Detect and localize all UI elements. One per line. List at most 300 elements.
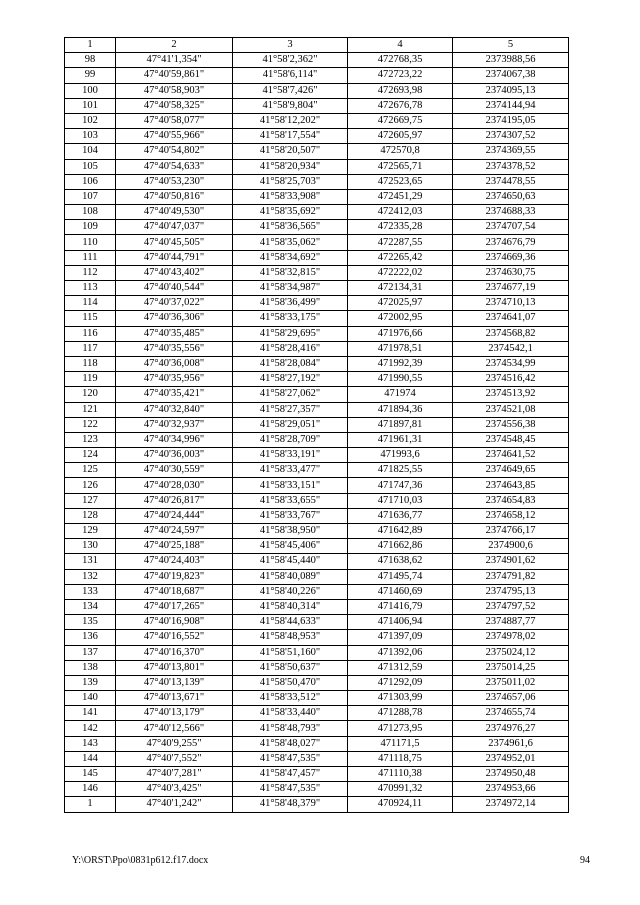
y-coordinate-cell: 2374649,65: [453, 463, 569, 478]
x-coordinate-cell: 472693,98: [348, 83, 453, 98]
latitude-cell: 47°40'55,966": [116, 129, 233, 144]
x-coordinate-cell: 470924,11: [348, 797, 453, 812]
longitude-cell: 41°58'6,114": [233, 68, 348, 83]
x-coordinate-cell: 471894,36: [348, 402, 453, 417]
point-number-cell: 118: [65, 356, 116, 371]
y-coordinate-cell: 2374669,36: [453, 250, 569, 265]
latitude-cell: 47°40'18,687": [116, 584, 233, 599]
point-number-cell: 103: [65, 129, 116, 144]
latitude-cell: 47°40'13,801": [116, 660, 233, 675]
x-coordinate-cell: 472565,71: [348, 159, 453, 174]
table-row: [65, 615, 569, 630]
latitude-cell: 47°40'35,956": [116, 372, 233, 387]
latitude-cell: 47°40'24,444": [116, 508, 233, 523]
x-coordinate-cell: 471273,95: [348, 721, 453, 736]
longitude-cell: 41°58'2,362": [233, 53, 348, 68]
point-number-cell: 129: [65, 524, 116, 539]
x-coordinate-cell: 471978,51: [348, 341, 453, 356]
y-coordinate-cell: 2375024,12: [453, 645, 569, 660]
longitude-cell: 41°58'17,554": [233, 129, 348, 144]
x-coordinate-cell: 472412,03: [348, 205, 453, 220]
y-coordinate-cell: 2374688,33: [453, 205, 569, 220]
latitude-cell: 47°40'1,242": [116, 797, 233, 812]
longitude-cell: 41°58'47,457": [233, 767, 348, 782]
table-row: [65, 660, 569, 675]
point-number-cell: 144: [65, 751, 116, 766]
header-cell-1: 1: [65, 38, 116, 53]
table-row: [65, 767, 569, 782]
point-number-cell: 119: [65, 372, 116, 387]
longitude-cell: 41°58'40,314": [233, 599, 348, 614]
x-coordinate-cell: 471662,86: [348, 539, 453, 554]
x-coordinate-cell: 472134,31: [348, 281, 453, 296]
table-row: [65, 691, 569, 706]
table-row: [65, 159, 569, 174]
point-number-cell: 111: [65, 250, 116, 265]
latitude-cell: 47°40'19,823": [116, 569, 233, 584]
latitude-cell: 47°40'58,325": [116, 98, 233, 113]
x-coordinate-cell: 471638,62: [348, 554, 453, 569]
latitude-cell: 47°40'9,255": [116, 736, 233, 751]
x-coordinate-cell: 471993,6: [348, 448, 453, 463]
longitude-cell: 41°58'40,089": [233, 569, 348, 584]
x-coordinate-cell: 471642,89: [348, 524, 453, 539]
header-cell-3: 3: [233, 38, 348, 53]
point-number-cell: 120: [65, 387, 116, 402]
point-number-cell: 108: [65, 205, 116, 220]
table-row: [65, 326, 569, 341]
x-coordinate-cell: 471710,03: [348, 493, 453, 508]
point-number-cell: 121: [65, 402, 116, 417]
y-coordinate-cell: 2374542,1: [453, 341, 569, 356]
longitude-cell: 41°58'48,793": [233, 721, 348, 736]
table-row: [65, 144, 569, 159]
table-row: [65, 599, 569, 614]
table-row: [65, 174, 569, 189]
point-number-cell: 112: [65, 265, 116, 280]
longitude-cell: 41°58'45,440": [233, 554, 348, 569]
page-number: 94: [580, 855, 590, 866]
point-number-cell: 114: [65, 296, 116, 311]
table-row: [65, 189, 569, 204]
x-coordinate-cell: 472265,42: [348, 250, 453, 265]
y-coordinate-cell: 2374658,12: [453, 508, 569, 523]
point-number-cell: 141: [65, 706, 116, 721]
table-row: [65, 341, 569, 356]
point-number-cell: 138: [65, 660, 116, 675]
x-coordinate-cell: 471110,38: [348, 767, 453, 782]
x-coordinate-cell: 471288,78: [348, 706, 453, 721]
table-row: [65, 53, 569, 68]
point-number-cell: 127: [65, 493, 116, 508]
table-row: [65, 432, 569, 447]
table-row: [65, 463, 569, 478]
y-coordinate-cell: 2374630,75: [453, 265, 569, 280]
table-row: [65, 569, 569, 584]
y-coordinate-cell: 2374369,55: [453, 144, 569, 159]
y-coordinate-cell: 2374953,66: [453, 782, 569, 797]
y-coordinate-cell: 2374095,13: [453, 83, 569, 98]
x-coordinate-cell: 471312,59: [348, 660, 453, 675]
longitude-cell: 41°58'36,499": [233, 296, 348, 311]
longitude-cell: 41°58'35,062": [233, 235, 348, 250]
page-footer: [72, 855, 590, 866]
point-number-cell: 133: [65, 584, 116, 599]
table-row: [65, 129, 569, 144]
x-coordinate-cell: 472025,97: [348, 296, 453, 311]
point-number-cell: 104: [65, 144, 116, 159]
point-number-cell: 102: [65, 113, 116, 128]
table-row: [65, 98, 569, 113]
latitude-cell: 47°40'36,003": [116, 448, 233, 463]
table-row: [65, 645, 569, 660]
table-row: [65, 235, 569, 250]
longitude-cell: 41°58'34,987": [233, 281, 348, 296]
point-number-cell: 128: [65, 508, 116, 523]
table-row: [65, 356, 569, 371]
longitude-cell: 41°58'36,565": [233, 220, 348, 235]
longitude-cell: 41°58'33,151": [233, 478, 348, 493]
point-number-cell: 143: [65, 736, 116, 751]
table-row: [65, 721, 569, 736]
table-row: [65, 736, 569, 751]
table-row: [65, 250, 569, 265]
longitude-cell: 41°58'48,953": [233, 630, 348, 645]
table-row: [65, 630, 569, 645]
y-coordinate-cell: 2374976,27: [453, 721, 569, 736]
latitude-cell: 47°40'47,037": [116, 220, 233, 235]
table-header: [65, 38, 569, 53]
longitude-cell: 41°58'48,027": [233, 736, 348, 751]
latitude-cell: 47°40'35,485": [116, 326, 233, 341]
x-coordinate-cell: 471118,75: [348, 751, 453, 766]
y-coordinate-cell: 2374654,83: [453, 493, 569, 508]
table-row: [65, 402, 569, 417]
latitude-cell: 47°40'16,908": [116, 615, 233, 630]
x-coordinate-cell: 471303,99: [348, 691, 453, 706]
longitude-cell: 41°58'20,934": [233, 159, 348, 174]
longitude-cell: 41°58'35,692": [233, 205, 348, 220]
latitude-cell: 47°40'12,566": [116, 721, 233, 736]
table-row: [65, 751, 569, 766]
y-coordinate-cell: 2374797,52: [453, 599, 569, 614]
point-number-cell: 125: [65, 463, 116, 478]
latitude-cell: 47°40'25,188": [116, 539, 233, 554]
point-number-cell: 1: [65, 797, 116, 812]
longitude-cell: 41°58'50,470": [233, 675, 348, 690]
x-coordinate-cell: 471495,74: [348, 569, 453, 584]
x-coordinate-cell: 471460,69: [348, 584, 453, 599]
x-coordinate-cell: 471825,55: [348, 463, 453, 478]
point-number-cell: 124: [65, 448, 116, 463]
latitude-cell: 47°40'43,402": [116, 265, 233, 280]
x-coordinate-cell: 472723,22: [348, 68, 453, 83]
table-row: [65, 113, 569, 128]
y-coordinate-cell: 2374548,45: [453, 432, 569, 447]
longitude-cell: 41°58'38,950": [233, 524, 348, 539]
longitude-cell: 41°58'27,357": [233, 402, 348, 417]
x-coordinate-cell: 472451,29: [348, 189, 453, 204]
table-row: [65, 205, 569, 220]
y-coordinate-cell: 2374516,42: [453, 372, 569, 387]
x-coordinate-cell: 472605,97: [348, 129, 453, 144]
point-number-cell: 117: [65, 341, 116, 356]
longitude-cell: 41°58'12,202": [233, 113, 348, 128]
longitude-cell: 41°58'51,160": [233, 645, 348, 660]
file-path: Y:\ORST\Ppo\0831p612.f17.docx: [72, 855, 209, 866]
table-body: [65, 53, 569, 812]
longitude-cell: 41°58'20,507": [233, 144, 348, 159]
table-row: [65, 539, 569, 554]
x-coordinate-cell: 472676,78: [348, 98, 453, 113]
latitude-cell: 47°40'28,030": [116, 478, 233, 493]
x-coordinate-cell: 471406,94: [348, 615, 453, 630]
y-coordinate-cell: 2374568,82: [453, 326, 569, 341]
point-number-cell: 132: [65, 569, 116, 584]
y-coordinate-cell: 2374961,6: [453, 736, 569, 751]
x-coordinate-cell: 471397,09: [348, 630, 453, 645]
x-coordinate-cell: 471636,77: [348, 508, 453, 523]
x-coordinate-cell: 472287,55: [348, 235, 453, 250]
latitude-cell: 47°40'16,370": [116, 645, 233, 660]
y-coordinate-cell: 2374795,13: [453, 584, 569, 599]
latitude-cell: 47°40'35,556": [116, 341, 233, 356]
latitude-cell: 47°40'16,552": [116, 630, 233, 645]
table-row: [65, 311, 569, 326]
longitude-cell: 41°58'33,655": [233, 493, 348, 508]
x-coordinate-cell: 472523,65: [348, 174, 453, 189]
longitude-cell: 41°58'45,406": [233, 539, 348, 554]
longitude-cell: 41°58'33,767": [233, 508, 348, 523]
longitude-cell: 41°58'25,703": [233, 174, 348, 189]
table-row: [65, 448, 569, 463]
table-row: [65, 220, 569, 235]
y-coordinate-cell: 2374513,92: [453, 387, 569, 402]
latitude-cell: 47°40'54,633": [116, 159, 233, 174]
x-coordinate-cell: 471292,09: [348, 675, 453, 690]
longitude-cell: 41°58'7,426": [233, 83, 348, 98]
longitude-cell: 41°58'28,416": [233, 341, 348, 356]
point-number-cell: 100: [65, 83, 116, 98]
latitude-cell: 47°40'26,817": [116, 493, 233, 508]
latitude-cell: 47°40'59,861": [116, 68, 233, 83]
latitude-cell: 47°40'7,552": [116, 751, 233, 766]
y-coordinate-cell: 2374521,08: [453, 402, 569, 417]
longitude-cell: 41°58'33,440": [233, 706, 348, 721]
y-coordinate-cell: 2374791,82: [453, 569, 569, 584]
y-coordinate-cell: 2374307,52: [453, 129, 569, 144]
point-number-cell: 123: [65, 432, 116, 447]
y-coordinate-cell: 2374534,99: [453, 356, 569, 371]
x-coordinate-cell: 472002,95: [348, 311, 453, 326]
y-coordinate-cell: 2374195,05: [453, 113, 569, 128]
point-number-cell: 131: [65, 554, 116, 569]
longitude-cell: 41°58'32,815": [233, 265, 348, 280]
point-number-cell: 101: [65, 98, 116, 113]
y-coordinate-cell: 2373988,56: [453, 53, 569, 68]
latitude-cell: 47°40'58,903": [116, 83, 233, 98]
latitude-cell: 47°40'32,840": [116, 402, 233, 417]
x-coordinate-cell: 472222,02: [348, 265, 453, 280]
latitude-cell: 47°40'40,544": [116, 281, 233, 296]
latitude-cell: 47°40'24,403": [116, 554, 233, 569]
point-number-cell: 136: [65, 630, 116, 645]
latitude-cell: 47°40'13,671": [116, 691, 233, 706]
y-coordinate-cell: 2374900,6: [453, 539, 569, 554]
y-coordinate-cell: 2374655,74: [453, 706, 569, 721]
y-coordinate-cell: 2374677,19: [453, 281, 569, 296]
table-row: [65, 281, 569, 296]
table-row: [65, 782, 569, 797]
y-coordinate-cell: 2374952,01: [453, 751, 569, 766]
point-number-cell: 145: [65, 767, 116, 782]
point-number-cell: 99: [65, 68, 116, 83]
y-coordinate-cell: 2374657,06: [453, 691, 569, 706]
table-row: [65, 524, 569, 539]
latitude-cell: 47°40'24,597": [116, 524, 233, 539]
latitude-cell: 47°40'37,022": [116, 296, 233, 311]
point-number-cell: 113: [65, 281, 116, 296]
longitude-cell: 41°58'50,637": [233, 660, 348, 675]
latitude-cell: 47°40'58,077": [116, 113, 233, 128]
x-coordinate-cell: 472669,75: [348, 113, 453, 128]
x-coordinate-cell: 471171,5: [348, 736, 453, 751]
y-coordinate-cell: 2374643,85: [453, 478, 569, 493]
table-row: [65, 265, 569, 280]
y-coordinate-cell: 2374887,77: [453, 615, 569, 630]
x-coordinate-cell: 471416,79: [348, 599, 453, 614]
y-coordinate-cell: 2374556,38: [453, 417, 569, 432]
coordinates-table: [64, 37, 569, 813]
longitude-cell: 41°58'28,084": [233, 356, 348, 371]
x-coordinate-cell: 471961,31: [348, 432, 453, 447]
latitude-cell: 47°40'17,265": [116, 599, 233, 614]
x-coordinate-cell: 471976,66: [348, 326, 453, 341]
latitude-cell: 47°40'54,802": [116, 144, 233, 159]
y-coordinate-cell: 2374978,02: [453, 630, 569, 645]
latitude-cell: 47°40'13,139": [116, 675, 233, 690]
header-cell-5: 5: [453, 38, 569, 53]
latitude-cell: 47°40'45,505": [116, 235, 233, 250]
table-row: [65, 417, 569, 432]
y-coordinate-cell: 2374641,52: [453, 448, 569, 463]
point-number-cell: 137: [65, 645, 116, 660]
latitude-cell: 47°40'49,530": [116, 205, 233, 220]
table-row: [65, 372, 569, 387]
table-row: [65, 797, 569, 812]
x-coordinate-cell: 472570,8: [348, 144, 453, 159]
table-row: [65, 296, 569, 311]
x-coordinate-cell: 471897,81: [348, 417, 453, 432]
x-coordinate-cell: 471392,06: [348, 645, 453, 660]
table-row: [65, 493, 569, 508]
point-number-cell: 139: [65, 675, 116, 690]
latitude-cell: 47°41'1,354": [116, 53, 233, 68]
longitude-cell: 41°58'9,804": [233, 98, 348, 113]
latitude-cell: 47°40'35,421": [116, 387, 233, 402]
y-coordinate-cell: 2374901,62: [453, 554, 569, 569]
x-coordinate-cell: 471974: [348, 387, 453, 402]
table-row: [65, 83, 569, 98]
longitude-cell: 41°58'33,477": [233, 463, 348, 478]
point-number-cell: 122: [65, 417, 116, 432]
latitude-cell: 47°40'44,791": [116, 250, 233, 265]
longitude-cell: 41°58'47,535": [233, 782, 348, 797]
point-number-cell: 109: [65, 220, 116, 235]
latitude-cell: 47°40'36,008": [116, 356, 233, 371]
point-number-cell: 98: [65, 53, 116, 68]
point-number-cell: 105: [65, 159, 116, 174]
longitude-cell: 41°58'29,051": [233, 417, 348, 432]
longitude-cell: 41°58'33,175": [233, 311, 348, 326]
latitude-cell: 47°40'53,230": [116, 174, 233, 189]
latitude-cell: 47°40'30,559": [116, 463, 233, 478]
header-row: [65, 38, 569, 53]
y-coordinate-cell: 2374710,13: [453, 296, 569, 311]
point-number-cell: 107: [65, 189, 116, 204]
longitude-cell: 41°58'48,379": [233, 797, 348, 812]
table-row: [65, 675, 569, 690]
latitude-cell: 47°40'32,937": [116, 417, 233, 432]
table-row: [65, 478, 569, 493]
point-number-cell: 140: [65, 691, 116, 706]
point-number-cell: 116: [65, 326, 116, 341]
latitude-cell: 47°40'34,996": [116, 432, 233, 447]
y-coordinate-cell: 2374144,94: [453, 98, 569, 113]
longitude-cell: 41°58'33,512": [233, 691, 348, 706]
y-coordinate-cell: 2374641,07: [453, 311, 569, 326]
y-coordinate-cell: 2375011,02: [453, 675, 569, 690]
point-number-cell: 134: [65, 599, 116, 614]
longitude-cell: 41°58'33,908": [233, 189, 348, 204]
y-coordinate-cell: 2374950,48: [453, 767, 569, 782]
point-number-cell: 142: [65, 721, 116, 736]
y-coordinate-cell: 2374707,54: [453, 220, 569, 235]
x-coordinate-cell: 471990,55: [348, 372, 453, 387]
longitude-cell: 41°58'40,226": [233, 584, 348, 599]
y-coordinate-cell: 2374972,14: [453, 797, 569, 812]
longitude-cell: 41°58'44,633": [233, 615, 348, 630]
table-row: [65, 387, 569, 402]
longitude-cell: 41°58'27,192": [233, 372, 348, 387]
longitude-cell: 41°58'47,535": [233, 751, 348, 766]
x-coordinate-cell: 471992,39: [348, 356, 453, 371]
table-row: [65, 68, 569, 83]
y-coordinate-cell: 2374650,63: [453, 189, 569, 204]
point-number-cell: 106: [65, 174, 116, 189]
y-coordinate-cell: 2374378,52: [453, 159, 569, 174]
header-cell-4: 4: [348, 38, 453, 53]
point-number-cell: 115: [65, 311, 116, 326]
y-coordinate-cell: 2374676,79: [453, 235, 569, 250]
latitude-cell: 47°40'36,306": [116, 311, 233, 326]
table-row: [65, 584, 569, 599]
y-coordinate-cell: 2375014,25: [453, 660, 569, 675]
y-coordinate-cell: 2374766,17: [453, 524, 569, 539]
point-number-cell: 135: [65, 615, 116, 630]
table-row: [65, 508, 569, 523]
latitude-cell: 47°40'50,816": [116, 189, 233, 204]
point-number-cell: 110: [65, 235, 116, 250]
y-coordinate-cell: 2374478,55: [453, 174, 569, 189]
x-coordinate-cell: 470991,32: [348, 782, 453, 797]
latitude-cell: 47°40'3,425": [116, 782, 233, 797]
header-cell-2: 2: [116, 38, 233, 53]
x-coordinate-cell: 471747,36: [348, 478, 453, 493]
table-row: [65, 706, 569, 721]
point-number-cell: 126: [65, 478, 116, 493]
latitude-cell: 47°40'13,179": [116, 706, 233, 721]
